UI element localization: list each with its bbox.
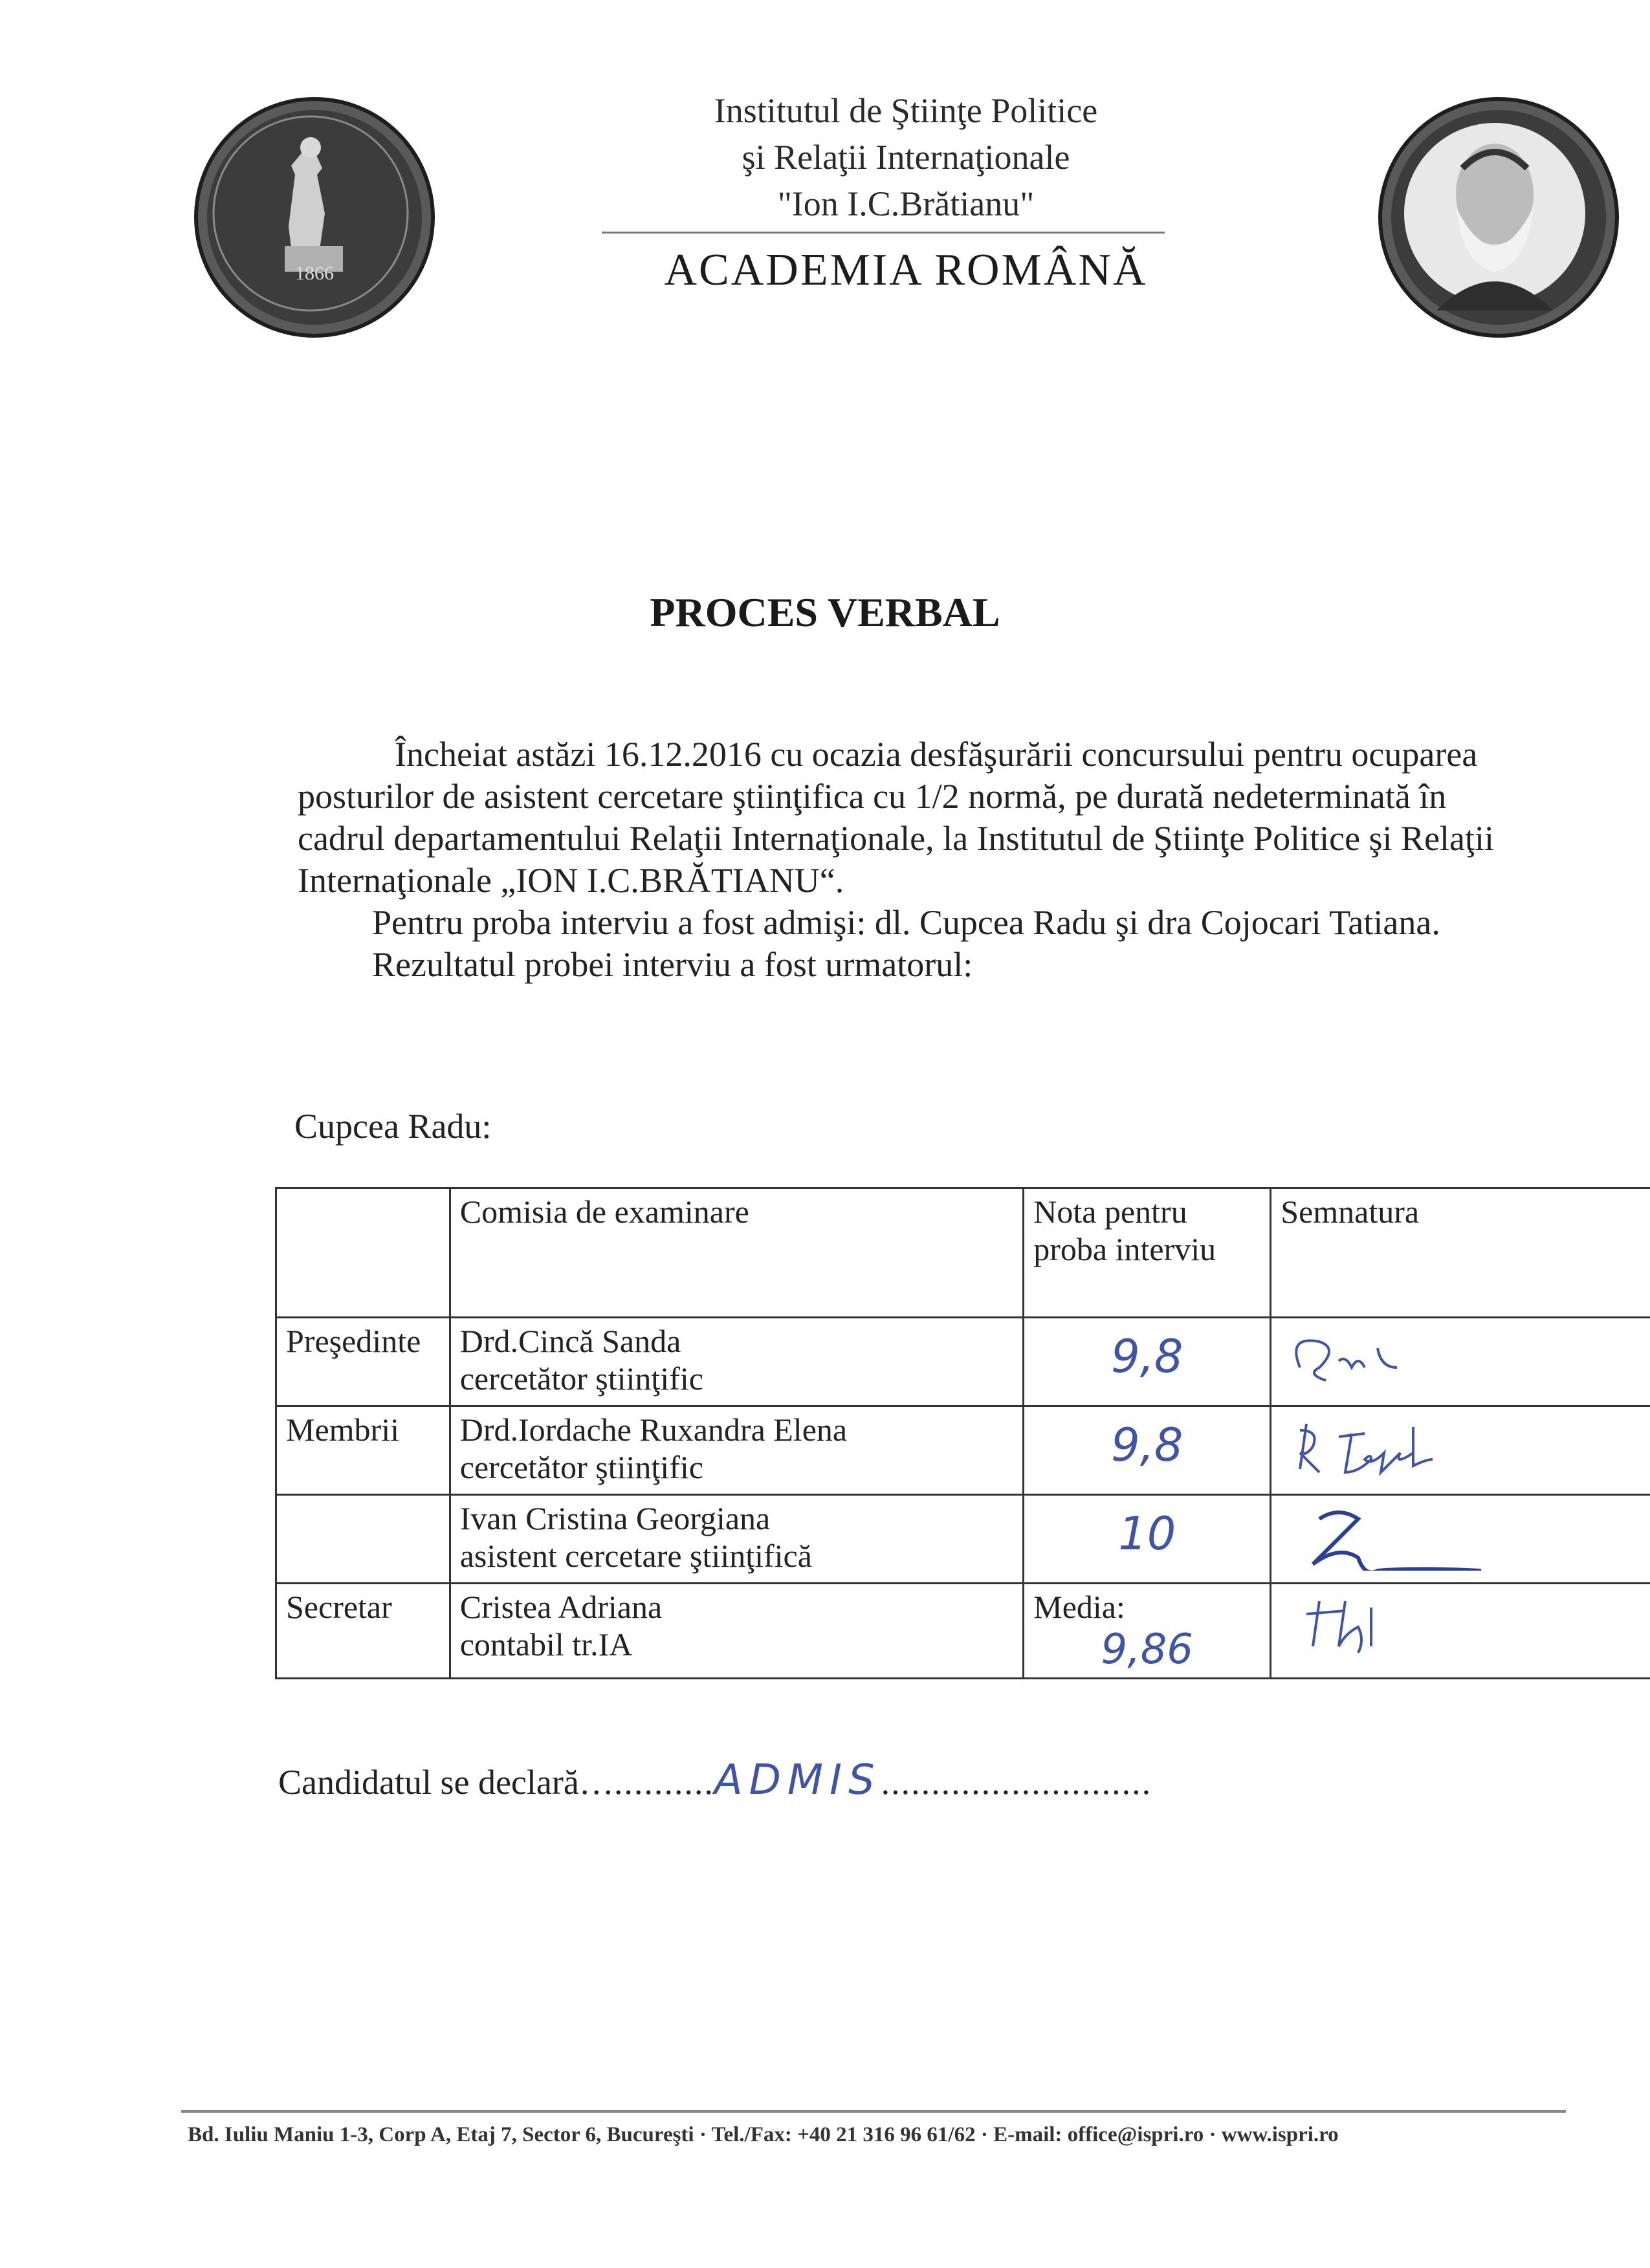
member-name: Drd.Cincă Sanda (459, 1323, 681, 1359)
signature-image (1281, 1588, 1449, 1653)
media-cell (1024, 1584, 1271, 1679)
body-line-3: cadrul departamentului Relaţii Internaţionale, la Institutul de Ştiinţe Politice şi Relaţii (298, 819, 1495, 858)
signature-image (1281, 1411, 1565, 1482)
member-title: cercetător ştiinţific (459, 1449, 703, 1485)
body-line-4: Internaţionale „ION I.C.BRĂTIANU“. (298, 861, 844, 900)
body-line-6: Rezultatul probei interviu a fost urmatorul: (372, 945, 973, 984)
handwritten-grade: 10 (1118, 1507, 1176, 1560)
header-divider (602, 232, 1165, 234)
document-title: PROCES VERBAL (650, 589, 1000, 635)
body-line-1: Încheiat astăzi 16.12.2016 cu ocazia desfăşurării concursului pentru ocuparea (395, 735, 1478, 774)
member-cell (450, 1406, 1024, 1495)
body-line-5: Pentru proba interviu a fost admişi: dl. Cupcea Radu şi dra Cojocari Tatiana. (372, 903, 1440, 942)
member-cell (450, 1318, 1024, 1406)
table-row (276, 1584, 1650, 1679)
institute-name-line1: Institutul de Ştiinţe Politice (714, 91, 1098, 130)
member-title: asistent cercetare ştiinţifică (459, 1538, 812, 1574)
footer-divider (181, 2110, 1566, 2113)
signature-image (1281, 1499, 1513, 1571)
grade-cell (1024, 1495, 1271, 1584)
signature-cell (1271, 1495, 1650, 1584)
handwritten-grade: 9,8 (1111, 1330, 1183, 1383)
results-table (275, 1187, 1650, 1679)
handwritten-grade: 9,8 (1111, 1419, 1183, 1472)
portrait-seal-logo (1378, 97, 1619, 338)
declaration-label: Candidatul se declară…..........ADMIS........................... (278, 1756, 1152, 1804)
header-commission: Comisia de examinare (450, 1188, 1024, 1318)
member-name: Cristea Adriana (459, 1589, 663, 1625)
role-cell: Secretar (276, 1584, 450, 1679)
member-cell (450, 1495, 1024, 1584)
declaration-text: Candidatul se declară… (278, 1763, 614, 1802)
institute-name-line2: şi Relaţii Internaţionale (742, 138, 1070, 177)
body-line-2: posturilor de asistent cercetare ştiinţifica cu 1/2 normă, pe durată nedeterminată în (298, 777, 1447, 816)
signature-image (1281, 1322, 1449, 1393)
table-row (276, 1495, 1650, 1584)
handwritten-average: 9,86 (1101, 1626, 1194, 1674)
header-grade: Nota pentru proba interviu (1024, 1188, 1271, 1318)
signature-cell (1271, 1318, 1650, 1406)
header-cell-empty (276, 1188, 450, 1318)
institute-name-line3: "Ion I.C.Brătianu" (777, 184, 1035, 223)
academy-name: ACADEMIA ROMÂNĂ (664, 245, 1148, 295)
role-cell: Preşedinte (276, 1318, 450, 1406)
signature-cell (1271, 1584, 1650, 1679)
table-header-row (276, 1188, 1650, 1318)
signature-cell (1271, 1406, 1650, 1495)
handwritten-result: ADMIS (714, 1756, 881, 1804)
seal-year: 1866 (295, 263, 334, 284)
member-name: Ivan Cristina Georgiana (459, 1500, 771, 1536)
role-cell: Membrii (276, 1406, 450, 1495)
grade-cell (1024, 1406, 1271, 1495)
member-title: contabil tr.IA (459, 1626, 633, 1663)
grade-cell (1024, 1318, 1271, 1406)
table-row (276, 1318, 1650, 1406)
member-title: cercetător ştiinţific (459, 1360, 703, 1397)
member-name: Drd.Iordache Ruxandra Elena (459, 1412, 848, 1448)
header-signature: Semnatura (1271, 1188, 1650, 1318)
media-label: Media: (1033, 1589, 1125, 1625)
table-row (276, 1406, 1650, 1495)
footer-contact: Bd. Iuliu Maniu 1-3, Corp A, Etaj 7, Sector 6, Bucureşti · Tel./Fax: +40 21 316 96 61/62 · E-mail: office@ispri.ro · www.ispri.ro (188, 2123, 1339, 2146)
role-cell (276, 1495, 450, 1584)
academy-seal-logo (194, 97, 435, 338)
candidate-label: Cupcea Radu: (294, 1107, 492, 1146)
member-cell (450, 1584, 1024, 1679)
